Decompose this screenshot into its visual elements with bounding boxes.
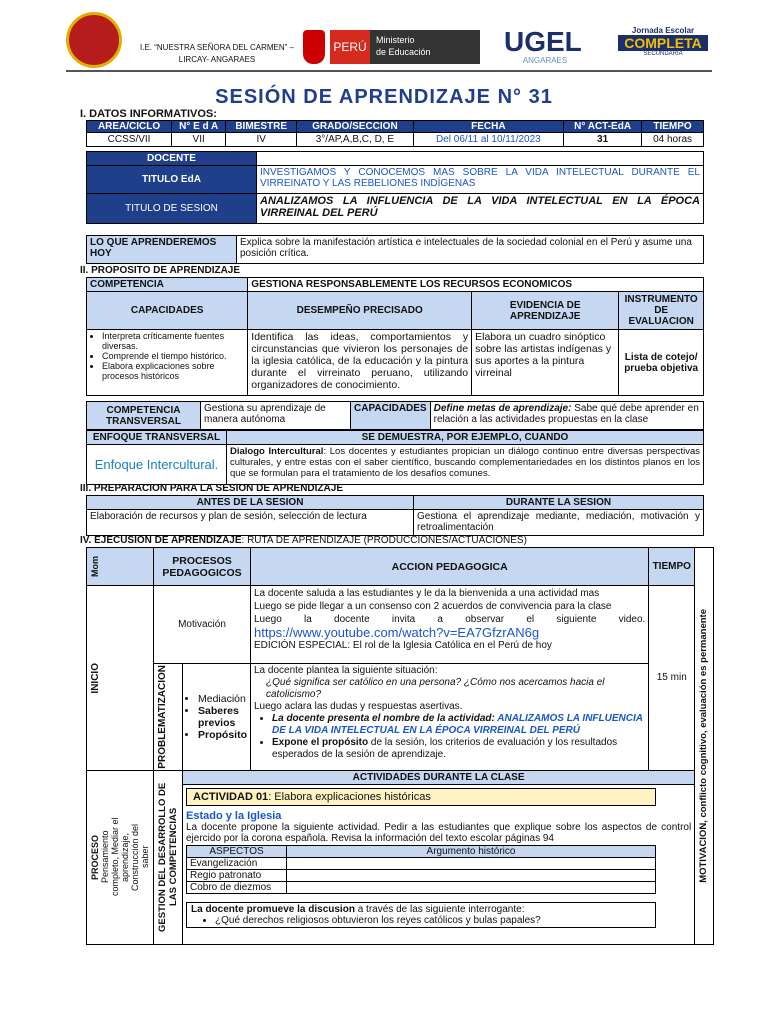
antes-value: Elaboración de recursos y plan de sesión, selección de lectura (87, 510, 414, 536)
datos-value-6: 04 horas (642, 133, 704, 147)
proceso-sub: Pensamiento completo, Mediar el aprendizaje, Construcción del saber (100, 817, 150, 897)
aprender-label: LO QUE APRENDEREMOS HOY (87, 236, 237, 264)
datos-header-6: TIEMPO (642, 121, 704, 133)
peru-label: PERÚ (330, 30, 370, 64)
school-logo (66, 12, 122, 68)
aspecto-name: Evangelización (187, 857, 287, 869)
minedu-logo (330, 30, 480, 64)
estado-heading: Estado y la Iglesia (186, 809, 282, 822)
datos-value-2: IV (226, 133, 297, 147)
motivacion-label: Motivación (154, 586, 251, 664)
actividad-cell (183, 784, 695, 944)
demuestra-label: SE DEMUESTRA, POR EJEMPLO, CUANDO (227, 431, 704, 445)
titulos-table (86, 151, 704, 224)
accion-header: ACCION PEDAGOGICA (251, 548, 649, 586)
instrumento-cell: Lista de cotejo/ prueba objetiva (619, 330, 704, 396)
disc-question: • ¿Qué derechos religiosos obtuvieron los reyes católicos y bulas papales? (215, 915, 651, 926)
datos-header-4: FECHA (413, 121, 563, 133)
ministry-line2: de Educación (376, 47, 431, 57)
aspecto-argumento[interactable] (287, 869, 656, 881)
ct-cap-text: Sabe qué debe aprender en relación a las actividades propuestas en la clase (433, 403, 699, 425)
aspectos-table (186, 845, 656, 894)
docente-value (257, 152, 704, 166)
dialogo-bold: Dialogo Intercultural (230, 446, 324, 457)
p-line2: ¿Qué significa ser católico en una persona? ¿Cómo nos acercamos hacia el catolicismo? (266, 677, 605, 700)
desempeno-header: DESEMPEÑO PRECISADO (248, 292, 472, 330)
side-text: MOTIVACION, conflicto cognitivo, evaluación es permanente (698, 608, 710, 883)
section-2-heading: II. PROPOSITO DE APRENDIZAJE (80, 265, 241, 276)
datos-value-3: 3°/AP,A,B,C, D, E (297, 133, 414, 147)
mom-header (87, 548, 154, 586)
problem-item: • Mediación (198, 693, 247, 705)
p5-bold: Expone el propósito (272, 737, 369, 748)
peru-shield-icon (303, 30, 325, 64)
titulo-sesion: ANALIZAMOS LA INFLUENCIA DE LA VIDA INTELECTUAL EN LA ÉPOCA VIRREINAL DEL PERÚ (257, 194, 704, 224)
aspecto-name: Regio patronato (187, 869, 287, 881)
actividades-label: ACTIVIDADES DURANTE LA CLASE (183, 770, 695, 784)
preparacion-table (86, 495, 704, 536)
titulo-eda: INVESTIGAMOS Y CONOCEMOS MAS SOBRE LA VIDA INTELECTUAL DURANTE EL VIRREINATO Y LAS REBELIONES INDÍGENAS (257, 166, 704, 194)
capacidad-item: • Comprende el tiempo histórico. (102, 351, 244, 361)
jec-line3: SECUNDARIA (643, 51, 683, 57)
problem-item: • Saberes previos (198, 705, 247, 729)
argumento-header: Argumento histórico (287, 845, 656, 857)
gestion-cell (154, 770, 183, 944)
disc-text: a través de las siguiente interrogante: (354, 903, 525, 915)
jec-line2: COMPLETA (618, 35, 708, 51)
ct-label: COMPETENCIA TRANSVERSAL (87, 402, 201, 430)
capacidades-header: CAPACIDADES (87, 292, 248, 330)
aspecto-name: Cobro de diezmos (187, 881, 287, 893)
gestion-text: GESTION DEL DESARROLLO DE LAS COMPETENCIAS (157, 782, 179, 932)
section-4-text: : RUTA DE APRENDIZAJE (PRODUCCIONES/ACTUACIONES) (241, 535, 527, 546)
aspecto-row (187, 857, 656, 869)
jec-line1: Jornada Escolar (631, 26, 695, 35)
durante-value: Gestiona el aprendizaje mediante, mediación, motivación y retroalimentación (414, 510, 704, 536)
p-line3: Luego aclara las dudas y respuestas asertivas. (254, 701, 463, 712)
p4-bold: La docente presenta el nombre de la actividad: (272, 713, 495, 724)
mot-line3: Luego la docente invita a observar el siguiente video. (254, 614, 646, 625)
section-1-heading: I. DATOS INFORMATIVOS: (80, 108, 217, 120)
actividad-box (186, 788, 656, 806)
tiempo-header: TIEMPO (649, 548, 695, 586)
proposito-table (86, 277, 704, 396)
act1-text: : Elabora explicaciones históricas (268, 790, 431, 803)
enfoque-value: Enfoque Intercultural. (87, 445, 227, 485)
discusion-box (186, 902, 656, 928)
problem-item: • Propósito (198, 729, 247, 741)
problem-cell-text (251, 664, 649, 771)
procesos-header: PROCESOS PEDAGOGICOS (154, 548, 251, 586)
proceso-cell (87, 770, 154, 944)
ct-cap-bold: Define metas de aprendizaje: (433, 403, 572, 414)
aprender-text: Explica sobre la manifestación artística e intelectuales de la sociedad colonial en el Perú y asume una posición crítica. (237, 236, 704, 264)
aspecto-row (187, 881, 656, 893)
enfoque-table (86, 430, 704, 485)
school-line: I.E. “NUESTRA SEÑORA DEL CARMEN” – (140, 43, 294, 52)
jec-logo (618, 26, 708, 68)
d-line1: La docente propone la siguiente actividad. Pedir a las estudiantes que explique sobre los aspectos de control ejercido por la corona española. Revisa la información del texto escolar páginas 94 (186, 821, 692, 844)
header-line (66, 70, 712, 72)
dialogo-cell (227, 445, 704, 485)
titulo-sesion-label: TITULO DE SESION (87, 194, 257, 224)
ministry-line1: Ministerio (376, 35, 415, 45)
ugel-sub: ANGARAES (522, 56, 568, 65)
datos-header-2: BIMESTRE (226, 121, 297, 133)
ct-value: Gestiona su aprendizaje de manera autónoma (201, 402, 351, 430)
datos-header-5: N° ACT-EdA (564, 121, 642, 133)
datos-value-0: CCSS/VII (87, 133, 172, 147)
aspectos-header: ASPECTOS (187, 845, 287, 857)
page-title: SESIÓN DE APRENDIZAJE N° 31 (215, 86, 553, 108)
school-name (132, 42, 302, 66)
problem-cell (154, 664, 183, 771)
datos-table (86, 120, 704, 147)
durante-label: DURANTE LA SESION (414, 496, 704, 510)
datos-value-5: 31 (564, 133, 642, 147)
datos-header-0: AREA/CICLO (87, 121, 172, 133)
ejecucion-table (86, 547, 714, 945)
place-line: LIRCAY- ANGARAES (178, 55, 256, 64)
transversal-table (86, 401, 704, 430)
evidencia-cell: Elabora un cuadro sinóptico sobre las artistas indígenas y sus aportes a la pintura virreinal (472, 330, 619, 396)
inicio-cell (87, 586, 154, 771)
act1-bold: ACTIVIDAD 01 (193, 790, 269, 803)
capacidades-cell (87, 330, 248, 396)
ugel-logo (490, 28, 600, 68)
aspecto-argumento[interactable] (287, 857, 656, 869)
competencia-value: GESTIONA RESPONSABLEMENTE LOS RECURSOS ECONOMICOS (248, 278, 704, 292)
mot-line4: EDICIÓN ESPECIAL: El rol de la Iglesia Católica en el Perú de hoy (254, 640, 552, 651)
tiempo-value: 15 min (649, 586, 695, 771)
ct-cap-value (430, 402, 703, 430)
enfoque-label: ENFOQUE TRANSVERSAL (87, 431, 227, 445)
proceso-block (90, 816, 150, 898)
evidencia-header: EVIDENCIA DE APRENDIZAJE (472, 292, 619, 330)
capacidad-item: • Elabora explicaciones sobre procesos históricos (102, 361, 244, 381)
docente-label: DOCENTE (87, 152, 257, 166)
section-4-bold: IV. EJECUSION DE APRENDIZAJE (80, 535, 242, 546)
ugel-label: UGEL (504, 26, 582, 57)
datos-header-3: GRADO/SECCION (297, 121, 414, 133)
capacidad-item: • Interpreta críticamente fuentes diversas. (102, 331, 244, 351)
motivacion-cell (251, 586, 649, 664)
problem-items (183, 664, 251, 771)
mot-line2: Luego se pide llegar a un consenso con 2 acuerdos de convivencia para la clase (254, 601, 612, 612)
inicio-text: INICIO (90, 662, 101, 694)
p-line1: La docente plantea la siguiente situación: (254, 665, 438, 676)
video-link[interactable]: https://www.youtube.com/watch?v=EA7GfzrAN6g (254, 625, 540, 640)
side-column (695, 548, 714, 945)
p4-title: ANALIZAMOS LA INFLUENCIA DE LA VIDA INTELECTUAL EN LA ÉPOCA VIRREINAL DEL PERÚ (272, 713, 643, 736)
desempeno-cell: Identifica las ideas, comportamientos y circunstancias que vivieron los personajes de la iglesia católica, de la educación y la pintura durante el virreinato peruano, utilizando organizadores de conocimiento. (248, 330, 472, 396)
section-3-heading: III. PREPARACION PARA LA SESION DE APRENDIZAJE (80, 483, 343, 494)
disc-bold: La docente promueve la discusion (191, 903, 355, 915)
dialogo-text: : Los docentes y estudiantes propician un diálogo continuo entre diversas perspectivas culturales, y entre estas con el saber científico, buscando complementariedades en los distintos planos en los que se formulan para el tratamiento de los desafíos comunes. (230, 446, 701, 479)
mot-line1: La docente saluda a las estudiantes y le da la bienvenida a una actividad mas (254, 588, 600, 599)
problem-text: PROBLEMATIZACION (157, 665, 168, 769)
aspecto-argumento[interactable] (287, 881, 656, 893)
mom-text: Mom (90, 556, 100, 577)
competencia-label: COMPETENCIA (87, 278, 248, 292)
ct-cap-label: CAPACIDADES (351, 402, 431, 430)
antes-label: ANTES DE LA SESION (87, 496, 414, 510)
aprender-table (86, 235, 704, 264)
titulo-eda-label: TITULO EdA (87, 166, 257, 194)
section-4-heading (80, 535, 527, 546)
proceso-text: PROCESO (90, 834, 100, 880)
datos-value-4: Del 06/11 al 10/11/2023 (413, 133, 563, 147)
datos-header-1: N° E d A (172, 121, 226, 133)
p5-text: de la sesión, los criterios de evaluación y los resultados esperados de la sesión de aprendizaje. (272, 737, 618, 760)
instrumento-header: INSTRUMENTO DE EVALUACION (619, 292, 704, 330)
aspecto-row (187, 869, 656, 881)
datos-value-1: VII (172, 133, 226, 147)
